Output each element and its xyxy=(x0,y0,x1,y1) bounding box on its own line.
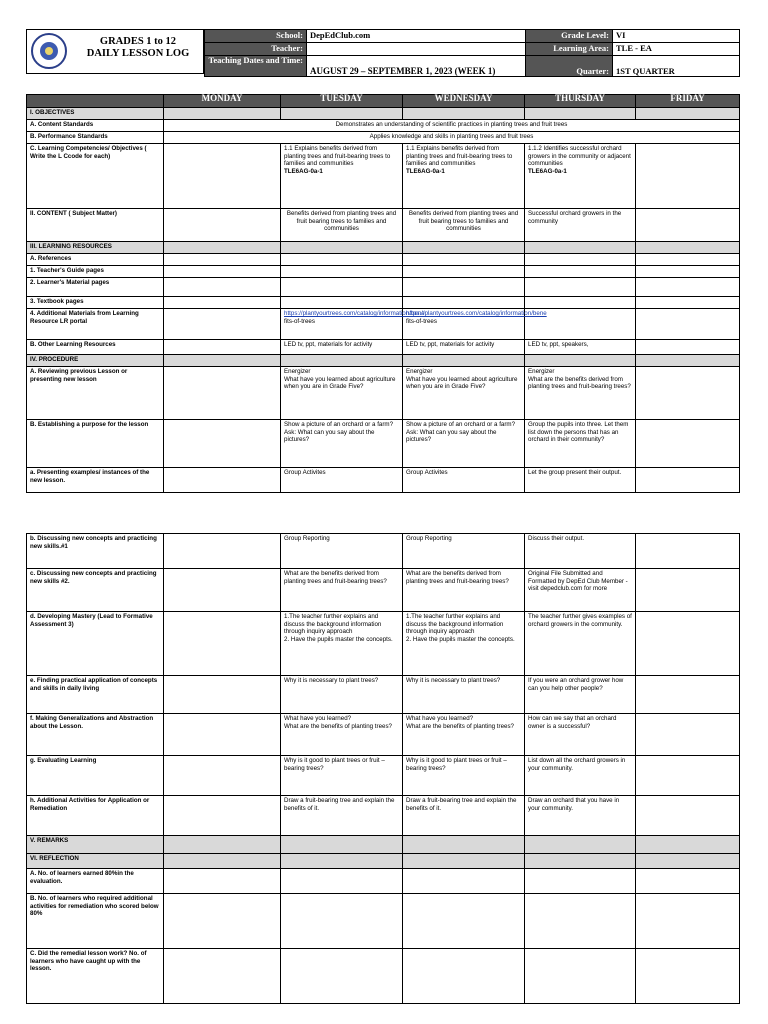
table-row xyxy=(27,278,740,297)
day-cell xyxy=(164,676,281,714)
day-cell xyxy=(403,355,525,367)
table-row xyxy=(27,309,740,340)
day-cell xyxy=(164,869,281,894)
day-cell xyxy=(281,242,403,254)
row-label: f. Making Generalizations and Abstraction about the Lesson. xyxy=(27,714,164,756)
day-cell xyxy=(164,278,281,297)
day-cell: How can we say that an orchard owner is a successful? xyxy=(525,714,636,756)
day-cell xyxy=(525,108,636,120)
day-cell xyxy=(636,108,740,120)
day-cell: LED tv, ppt, materials for activity xyxy=(281,340,403,355)
day-cell xyxy=(636,836,740,854)
day-cell xyxy=(525,254,636,266)
day-cell: LED tv, ppt, materials for activity xyxy=(403,340,525,355)
table-row xyxy=(27,108,740,120)
row-label: B. No. of learners who required additional activities for remediation who scored below 80% xyxy=(27,894,164,949)
day-cell xyxy=(403,242,525,254)
day-cell xyxy=(164,569,281,612)
day-cell xyxy=(636,854,740,869)
day-cell: Group Reporting xyxy=(403,534,525,569)
table-row xyxy=(27,468,740,493)
day-cell xyxy=(525,355,636,367)
day-cell xyxy=(164,534,281,569)
day-cell: Benefits derived from planting trees and fruit bearing trees to families and communities xyxy=(281,209,403,242)
day-cell: Discuss their output. xyxy=(525,534,636,569)
day-cell: 1.1.2 Identifies successful orchard growers in the community or adjacent communities TLE6AG-0a-1 xyxy=(525,144,636,209)
day-cell: 1.1 Explains benefits derived from planting trees and fruit-bearing trees to families and communities TLE6AG-0a-1 xyxy=(403,144,525,209)
day-cell xyxy=(403,254,525,266)
row-label: VI. REFLECTION xyxy=(27,854,164,869)
day-cell xyxy=(164,355,281,367)
day-cell xyxy=(281,297,403,309)
day-cell xyxy=(403,894,525,949)
day-cell: Why it is necessary to plant trees? xyxy=(281,676,403,714)
row-label: B. Performance Standards xyxy=(27,132,164,144)
table-row xyxy=(27,714,740,756)
day-cell xyxy=(636,569,740,612)
day-cell: Why it is necessary to plant trees? xyxy=(403,676,525,714)
grade-value: VI xyxy=(613,30,740,43)
table-row xyxy=(27,144,740,209)
day-cell: Group Activites xyxy=(403,468,525,493)
day-cell xyxy=(403,836,525,854)
day-cell: The teacher further gives examples of orchard growers in the community. xyxy=(525,612,636,676)
day-cell: LED tv, ppt, speakers, xyxy=(525,340,636,355)
logo-block xyxy=(26,29,204,74)
day-cell xyxy=(636,266,740,278)
day-cell xyxy=(403,266,525,278)
row-label: V. REMARKS xyxy=(27,836,164,854)
day-cell xyxy=(636,254,740,266)
quarter-value: 1ST QUARTER xyxy=(613,56,740,77)
day-cell xyxy=(164,144,281,209)
row-label: e. Finding practical application of concepts and skills in daily living xyxy=(27,676,164,714)
day-cell xyxy=(164,340,281,355)
day-cell xyxy=(636,144,740,209)
day-cell xyxy=(164,836,281,854)
table-row xyxy=(27,355,740,367)
day-cell xyxy=(636,534,740,569)
day-cell xyxy=(164,266,281,278)
day-cell: 1.The teacher further explains and discuss the background information through inquiry approach 2. Have the pupils master the concepts. xyxy=(403,612,525,676)
row-label: C. Learning Competencies/ Objectives ( Write the L Ccode for each) xyxy=(27,144,164,209)
row-label: A. Reviewing previous Lesson or presenting new lesson xyxy=(27,367,164,420)
day-cell: What are the benefits derived from planting trees and fruit-bearing trees? xyxy=(403,569,525,612)
day-cell xyxy=(281,869,403,894)
row-label: A. References xyxy=(27,254,164,266)
row-label: 4. Additional Materials from Learning Resource LR portal xyxy=(27,309,164,340)
table-row xyxy=(27,266,740,278)
day-cell: 1.1 Explains benefits derived from planting trees and fruit-bearing trees to families and communities TLE6AG-0a-1 xyxy=(281,144,403,209)
day-cell: If you were an orchard grower how can you help other people? xyxy=(525,676,636,714)
day-cell: https://plantyourtrees.com/catalog/information/bene fits-of-trees xyxy=(403,309,525,340)
day-cell: Let the group present their output. xyxy=(525,468,636,493)
day-cell xyxy=(403,297,525,309)
row-label: I. OBJECTIVES xyxy=(27,108,164,120)
day-cell: Group the pupils into three. Let them list down the persons that has an orchard in their community? xyxy=(525,420,636,468)
day-cell xyxy=(403,869,525,894)
day-cell xyxy=(164,796,281,836)
day-cell xyxy=(281,254,403,266)
table-row xyxy=(27,242,740,254)
day-cell: Successful orchard growers in the community xyxy=(525,209,636,242)
day-cell xyxy=(636,209,740,242)
day-cell: 1.The teacher further explains and discuss the background information through inquiry approach 2. Have the pupils master the concepts. xyxy=(281,612,403,676)
day-cell xyxy=(525,894,636,949)
day-cell: Energizer What have you learned about agriculture when you are in Grade Five? xyxy=(281,367,403,420)
day-thursday: THURSDAY xyxy=(525,95,636,108)
area-value: TLE - EA xyxy=(613,43,740,56)
day-cell xyxy=(636,242,740,254)
day-cell: Energizer What have you learned about agriculture when you are in Grade Five? xyxy=(403,367,525,420)
school-label: School: xyxy=(205,30,307,43)
lesson-table-part1 xyxy=(26,94,740,493)
table-row xyxy=(27,132,740,144)
day-cell xyxy=(636,309,740,340)
day-cell: Why is it good to plant trees or fruit –bearing trees? xyxy=(403,756,525,796)
day-cell xyxy=(636,894,740,949)
table-row xyxy=(27,209,740,242)
teacher-value xyxy=(307,43,526,56)
day-cell xyxy=(281,894,403,949)
day-wednesday: WEDNESDAY xyxy=(403,95,525,108)
deped-seal-icon xyxy=(31,33,67,69)
row-label: b. Discussing new concepts and practicing new skills.#1 xyxy=(27,534,164,569)
day-cell: List down all the orchard growers in your community. xyxy=(525,756,636,796)
table-row xyxy=(27,569,740,612)
row-label: II. CONTENT ( Subject Matter) xyxy=(27,209,164,242)
day-cell xyxy=(164,756,281,796)
day-cell xyxy=(281,108,403,120)
day-cell xyxy=(636,869,740,894)
header-table xyxy=(204,29,740,77)
day-cell xyxy=(164,468,281,493)
table-row xyxy=(27,534,740,569)
day-cell xyxy=(636,355,740,367)
day-cell xyxy=(525,854,636,869)
day-cell xyxy=(636,714,740,756)
lesson-table-part2 xyxy=(26,533,740,1004)
dates-label: Teaching Dates and Time: xyxy=(205,56,307,77)
day-cell xyxy=(636,367,740,420)
day-cell: Draw an orchard that you have in your community. xyxy=(525,796,636,836)
table-row xyxy=(27,949,740,1004)
day-cell xyxy=(164,108,281,120)
dates-value: AUGUST 29 – SEPTEMBER 1, 2023 (WEEK 1) xyxy=(307,56,526,77)
row-label: 2. Learner's Material pages xyxy=(27,278,164,297)
quarter-label: Quarter: xyxy=(526,56,613,77)
day-cell xyxy=(525,278,636,297)
row-label: 1. Teacher's Guide pages xyxy=(27,266,164,278)
row-label: d. Developing Mastery (Lead to Formative Assessment 3) xyxy=(27,612,164,676)
day-cell xyxy=(403,108,525,120)
day-cell: Draw a fruit-bearing tree and explain the benefits of it. xyxy=(403,796,525,836)
day-cell xyxy=(164,612,281,676)
day-cell: Draw a fruit-bearing tree and explain the benefits of it. xyxy=(281,796,403,836)
grade-label: Grade Level: xyxy=(526,30,613,43)
day-cell xyxy=(636,612,740,676)
day-monday: MONDAY xyxy=(164,95,281,108)
row-label: h. Additional Activities for Application or Remediation xyxy=(27,796,164,836)
day-tuesday: TUESDAY xyxy=(281,95,403,108)
row-label: c. Discussing new concepts and practicing new skills #2. xyxy=(27,569,164,612)
day-cell xyxy=(403,278,525,297)
day-cell: What have you learned? What are the benefits of planting trees? xyxy=(403,714,525,756)
day-cell: What are the benefits derived from planting trees and fruit-bearing trees? xyxy=(281,569,403,612)
row-label: IV. PROCEDURE xyxy=(27,355,164,367)
table-row xyxy=(27,120,740,132)
row-label: 3. Textbook pages xyxy=(27,297,164,309)
row-span-cell: Demonstrates an understanding of scientific practices in planting trees and fruit trees xyxy=(164,120,740,132)
day-cell xyxy=(525,836,636,854)
title-grades: GRADES 1 to 12 xyxy=(99,36,177,47)
day-cell xyxy=(403,949,525,1004)
day-cell: What have you learned? What are the benefits of planting trees? xyxy=(281,714,403,756)
day-cell: Benefits derived from planting trees and fruit bearing trees to families and communities xyxy=(403,209,525,242)
row-label: B. Establishing a purpose for the lesson xyxy=(27,420,164,468)
table-row xyxy=(27,340,740,355)
day-cell xyxy=(525,297,636,309)
day-cell xyxy=(281,266,403,278)
table-row xyxy=(27,612,740,676)
day-cell xyxy=(636,756,740,796)
day-cell: Show a picture of an orchard or a farm? Ask: What can you say about the pictures? xyxy=(403,420,525,468)
day-cell: Show a picture of an orchard or a farm? Ask: What can you say about the pictures? xyxy=(281,420,403,468)
day-cell xyxy=(636,297,740,309)
day-cell xyxy=(164,242,281,254)
day-cell: Why is it good to plant trees or fruit –bearing trees? xyxy=(281,756,403,796)
day-cell: Original File Submitted and Formatted by DepEd Club Member - visit depedclub.com for more xyxy=(525,569,636,612)
day-cell xyxy=(164,949,281,1004)
day-cell xyxy=(636,796,740,836)
row-label: B. Other Learning Resources xyxy=(27,340,164,355)
day-cell: Energizer What are the benefits derived from planting trees and fruit-bearing trees? xyxy=(525,367,636,420)
day-cell xyxy=(636,278,740,297)
row-label: A. Content Standards xyxy=(27,120,164,132)
day-cell xyxy=(164,894,281,949)
row-span-cell: Applies knowledge and skills in planting trees and fruit trees xyxy=(164,132,740,144)
day-cell xyxy=(164,209,281,242)
day-cell: Group Activites xyxy=(281,468,403,493)
day-cell: Group Reporting xyxy=(281,534,403,569)
day-cell xyxy=(164,254,281,266)
day-cell xyxy=(525,266,636,278)
day-friday: FRIDAY xyxy=(636,95,740,108)
day-cell xyxy=(403,854,525,869)
table-row xyxy=(27,796,740,836)
table-row xyxy=(27,254,740,266)
table-row xyxy=(27,854,740,869)
day-cell xyxy=(281,355,403,367)
area-label: Learning Area: xyxy=(526,43,613,56)
header-blank xyxy=(27,95,164,108)
day-cell: https://plantyourtrees.com/catalog/information/bene fits-of-trees xyxy=(281,309,403,340)
teacher-label: Teacher: xyxy=(205,43,307,56)
title-dll: DAILY LESSON LOG xyxy=(86,48,190,59)
day-cell xyxy=(164,309,281,340)
row-label: C. Did the remedial lesson work? No. of learners who have caught up with the lesson. xyxy=(27,949,164,1004)
table-row xyxy=(27,297,740,309)
table-row xyxy=(27,420,740,468)
day-cell xyxy=(636,420,740,468)
table-row xyxy=(27,756,740,796)
day-cell xyxy=(525,869,636,894)
day-cell xyxy=(525,949,636,1004)
day-cell xyxy=(164,297,281,309)
school-value: DepEdClub.com xyxy=(307,30,526,43)
day-cell xyxy=(281,949,403,1004)
day-cell xyxy=(164,367,281,420)
day-cell xyxy=(636,676,740,714)
day-cell xyxy=(281,854,403,869)
day-cell xyxy=(164,420,281,468)
day-cell xyxy=(636,949,740,1004)
day-cell xyxy=(164,714,281,756)
day-cell xyxy=(525,242,636,254)
day-header-row xyxy=(27,95,740,108)
table-row xyxy=(27,869,740,894)
day-cell xyxy=(164,854,281,869)
day-cell xyxy=(636,468,740,493)
day-cell xyxy=(636,340,740,355)
table-row xyxy=(27,836,740,854)
row-label: g. Evaluating Learning xyxy=(27,756,164,796)
day-cell xyxy=(281,278,403,297)
table-row xyxy=(27,367,740,420)
row-label: a. Presenting examples/ instances of the new lesson. xyxy=(27,468,164,493)
table-row xyxy=(27,676,740,714)
row-label: A. No. of learners earned 80%in the evaluation. xyxy=(27,869,164,894)
day-cell xyxy=(281,836,403,854)
row-label: III. LEARNING RESOURCES xyxy=(27,242,164,254)
table-row xyxy=(27,894,740,949)
